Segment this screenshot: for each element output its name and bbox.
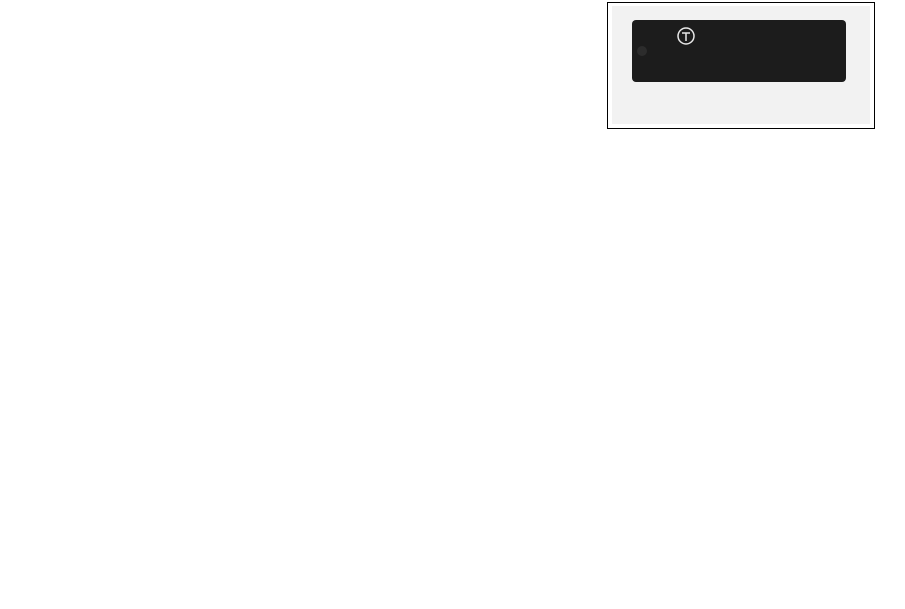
chip-photo bbox=[612, 6, 870, 124]
chip-body bbox=[632, 20, 846, 82]
